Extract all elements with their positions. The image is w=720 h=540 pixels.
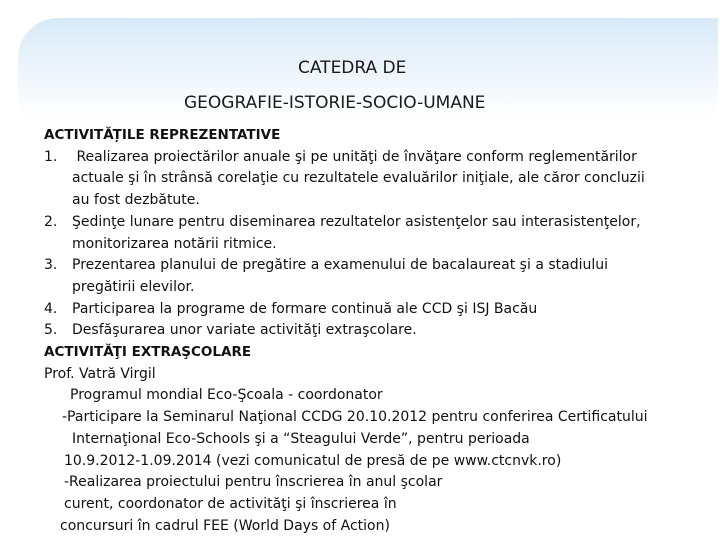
section-heading-extracurricular: ACTIVITĂŢI EXTRAŞCOLARE (44, 344, 252, 361)
list-number: 2. (44, 213, 58, 230)
slide-body (44, 125, 704, 537)
activity-line: Internaţional Eco-Schools şi a “Steagului Verde”, pentru perioada (72, 430, 530, 447)
list-number: 3. (44, 257, 58, 274)
activity-line: concursuri în cadrul FEE (World Days of Action) (60, 517, 390, 534)
list-text: Şedinţe lunare pentru diseminarea rezultatelor asistenţelor sau interasistenţelor, (72, 213, 641, 230)
list-text: Participarea la programe de formare continuă ale CCD şi ISJ Bacău (72, 300, 538, 317)
list-text: Prezentarea planului de pregătire a examenului de bacalaureat şi a stadiului (72, 257, 609, 274)
list-item (44, 147, 704, 169)
activity-line: 10.9.2012-1.09.2014 (vezi comunicatul de presă de pe www.ctcnvk.ro) (64, 452, 562, 469)
list-text-continued: actuale şi în strânsă corelaţie cu rezultatele evaluărilor iniţiale, ale căror concluzii (72, 170, 645, 187)
list-text-continued: pregătirii elevilor. (72, 278, 195, 295)
list-text: Realizarea proiectărilor anuale şi pe unităţi de învăţare conform reglementărilor (76, 148, 637, 165)
list-text: Desfăşurarea unor variate activităţi extraşcolare. (72, 322, 417, 339)
list-item (44, 299, 704, 321)
activity-line: Programul mondial Eco-Şcoala - coordonator (70, 387, 383, 404)
section-heading-representative: ACTIVITĂȚILE REPREZENTATIVE (44, 127, 281, 143)
list-item (44, 212, 704, 234)
list-number: 4. (44, 300, 58, 317)
activity-line: -Participare la Seminarul Naţional CCDG 20.10.2012 pentru conferirea Certificatului (62, 409, 648, 426)
activity-line: -Realizarea proiectului pentru înscrierea în anul şcolar (64, 474, 443, 491)
list-number: 1. (44, 148, 58, 165)
title-line-2: GEOGRAFIE-ISTORIE-SOCIO-UMANE (184, 93, 486, 113)
activity-line: curent, coordonator de activităţi şi înscrierea în (64, 495, 397, 512)
title-line-1: CATEDRA DE (298, 58, 407, 78)
list-item (44, 320, 704, 342)
list-text-continued: monitorizarea notării ritmice. (72, 235, 277, 252)
list-number: 5. (44, 322, 58, 339)
teacher-name: Prof. Vatră Virgil (44, 365, 156, 382)
list-item (44, 255, 704, 277)
list-text-continued: au fost dezbătute. (72, 192, 200, 209)
